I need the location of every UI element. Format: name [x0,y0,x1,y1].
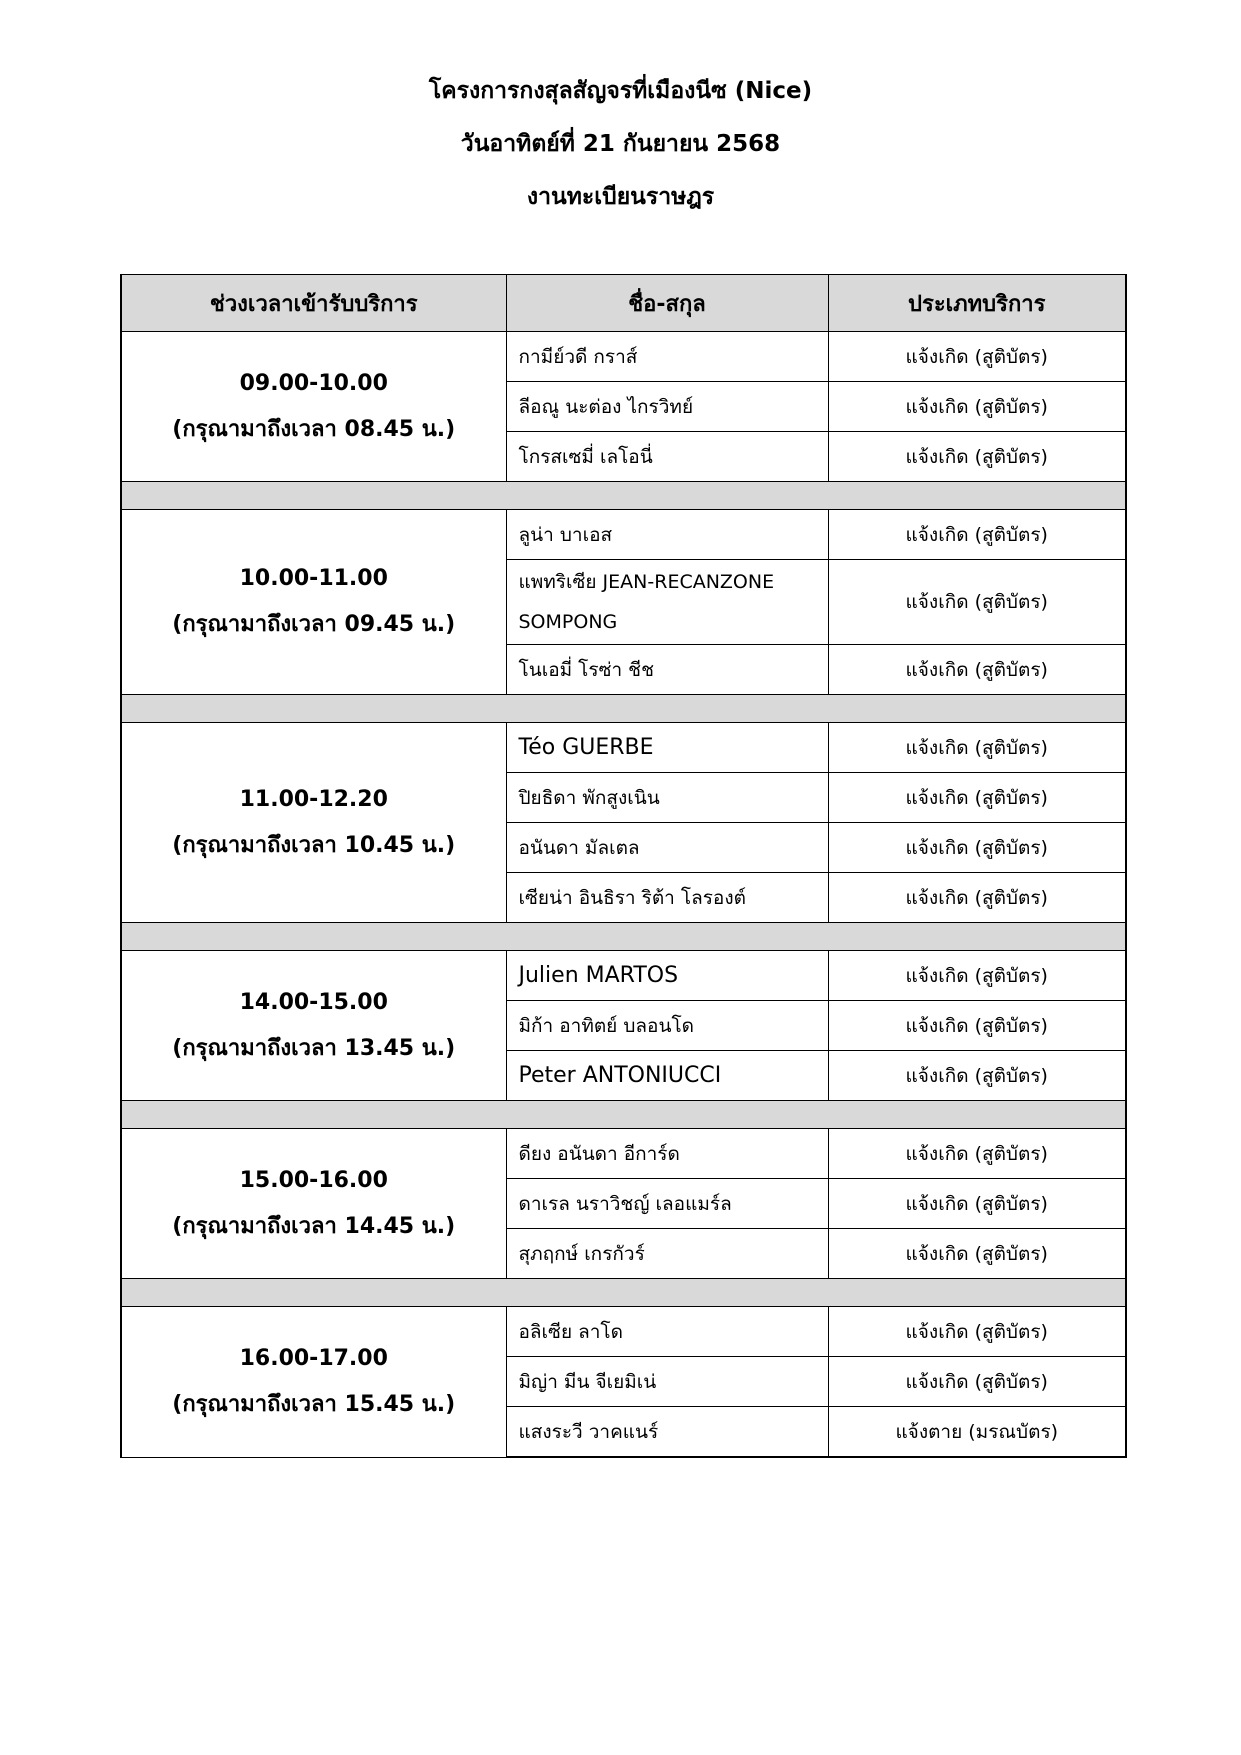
time-slot-cell [121,332,506,482]
service-type: แจ้งเกิด (สูติบัตร) [828,823,1126,873]
applicant-name: ดียง อนันดา อีการ์ด [506,1129,828,1179]
time-slot-cell [121,510,506,695]
time-slot-range: 15.00-16.00 [239,1167,388,1193]
schedule-table-header [121,275,1126,332]
slot-separator [121,923,1126,951]
slot-separator [121,695,1126,723]
service-type: แจ้งเกิด (สูติบัตร) [828,432,1126,482]
service-type: แจ้งเกิด (สูติบัตร) [828,560,1126,645]
arrival-note: (กรุณามาถึงเวลา 10.45 น.) [172,832,456,858]
time-slot-range: 14.00-15.00 [239,989,388,1015]
slot-separator-row [121,482,1126,510]
applicant-name: โนเอมี่ โรซ่า ชีช [506,645,828,695]
service-type: แจ้งเกิด (สูติบัตร) [828,645,1126,695]
table-row [121,723,1126,773]
service-type: แจ้งเกิด (สูติบัตร) [828,951,1126,1001]
table-row [121,951,1126,1001]
column-header-service: ประเภทบริการ [828,275,1126,332]
applicant-name: Téo GUERBE [506,723,828,773]
applicant-name: อลิเซีย ลาโด [506,1307,828,1357]
schedule-table [120,274,1127,1458]
time-slot-cell [121,1129,506,1279]
applicant-name: แสงระวี วาคแนร์ [506,1407,828,1458]
slot-separator-row [121,1279,1126,1307]
applicant-name: มิญ่า มีน จีเยมิเน่ [506,1357,828,1407]
slot-separator-row [121,695,1126,723]
applicant-name: ปิยธิดา พักสูงเนิน [506,773,828,823]
service-type: แจ้งเกิด (สูติบัตร) [828,773,1126,823]
schedule-table-body [121,332,1126,1458]
arrival-note: (กรุณามาถึงเวลา 09.45 น.) [172,612,456,637]
slot-separator [121,482,1126,510]
time-slot-cell [121,951,506,1101]
service-type: แจ้งเกิด (สูติบัตร) [828,1357,1126,1407]
service-type: แจ้งเกิด (สูติบัตร) [828,1307,1126,1357]
slot-separator-row [121,1101,1126,1129]
time-slot-cell [121,723,506,923]
table-row [121,332,1126,382]
column-header-time-slot: ช่วงเวลาเข้ารับบริการ [121,275,506,332]
column-header-name: ชื่อ-สกุล [506,275,828,332]
applicant-name: กามีย์วดี กราส์ [506,332,828,382]
applicant-name: Julien MARTOS [506,951,828,1001]
arrival-note: (กรุณามาถึงเวลา 08.45 น.) [172,416,456,442]
service-type: แจ้งเกิด (สูติบัตร) [828,332,1126,382]
service-type: แจ้งเกิด (สูติบัตร) [828,382,1126,432]
arrival-note: (กรุณามาถึงเวลา 15.45 น.) [172,1391,456,1417]
applicant-name: สุภฤกษ์ เกรกัวร์ [506,1229,828,1279]
service-type: แจ้งเกิด (สูติบัตร) [828,1229,1126,1279]
time-slot-range: 09.00-10.00 [239,370,388,396]
table-row [121,1129,1126,1179]
applicant-name: Peter ANTONIUCCI [506,1051,828,1101]
time-slot-range: 16.00-17.00 [239,1345,388,1371]
service-type: แจ้งเกิด (สูติบัตร) [828,873,1126,923]
time-slot-range: 10.00-11.00 [239,566,388,591]
slot-separator [121,1101,1126,1129]
table-row [121,510,1126,560]
arrival-note: (กรุณามาถึงเวลา 14.45 น.) [172,1213,456,1239]
service-type: แจ้งเกิด (สูติบัตร) [828,723,1126,773]
document-title: โครงการกงสุลสัญจรที่เมืองนีซ (Nice) [428,78,813,104]
service-type: แจ้งตาย (มรณบัตร) [828,1407,1126,1458]
applicant-name: ลูน่า บาเอส [506,510,828,560]
applicant-name: เซียน่า อินธิรา ริต้า โลรองต์ [506,873,828,923]
applicant-name: โกรสเซมี่ เลโอนี่ [506,432,828,482]
table-row [121,1307,1126,1357]
service-type: แจ้งเกิด (สูติบัตร) [828,1129,1126,1179]
applicant-name: อนันดา มัลเตล [506,823,828,873]
service-type: แจ้งเกิด (สูติบัตร) [828,1179,1126,1229]
document-department: งานทะเบียนราษฎร [526,184,715,210]
service-type: แจ้งเกิด (สูติบัตร) [828,510,1126,560]
document-header [0,76,1241,235]
header-row [121,275,1126,332]
applicant-name: แพทริเซีย JEAN-RECANZONE SOMPONG [506,560,828,645]
applicant-name: ลีอณู นะต่อง ไกรวิทย์ [506,382,828,432]
arrival-note: (กรุณามาถึงเวลา 13.45 น.) [172,1035,456,1061]
applicant-name: มิก้า อาทิตย์ บลอนโด [506,1001,828,1051]
service-type: แจ้งเกิด (สูติบัตร) [828,1051,1126,1101]
document-date: วันอาทิตย์ที่ 21 กันยายน 2568 [460,131,781,157]
applicant-name: ดาเรล นราวิชญ์ เลอแมร์ล [506,1179,828,1229]
time-slot-cell [121,1307,506,1458]
service-type: แจ้งเกิด (สูติบัตร) [828,1001,1126,1051]
slot-separator-row [121,923,1126,951]
time-slot-range: 11.00-12.20 [239,786,388,812]
slot-separator [121,1279,1126,1307]
